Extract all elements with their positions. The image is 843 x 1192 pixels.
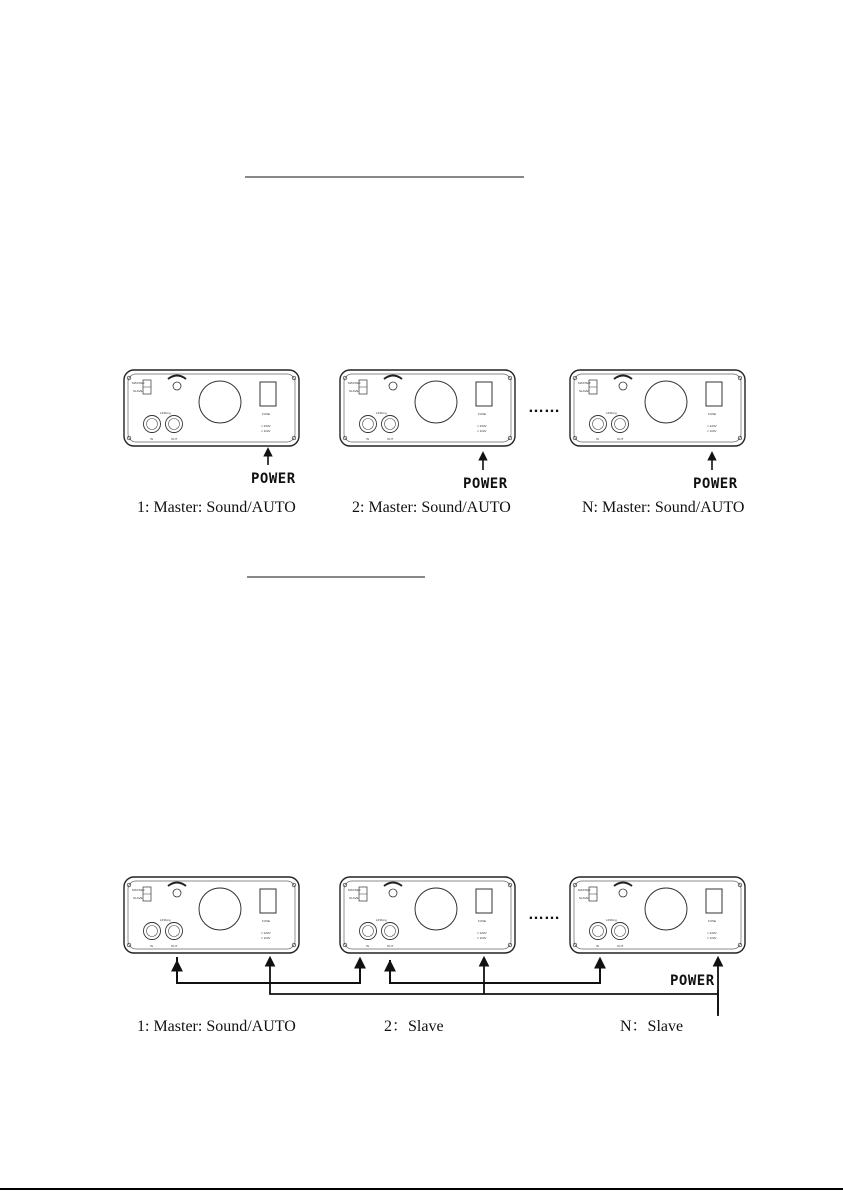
- power-label: POWER: [693, 476, 738, 492]
- caption-fixture-n: N: Master: Sound/AUTO: [582, 499, 745, 516]
- power-label: POWER: [463, 476, 508, 492]
- caption-fixture-2: 2: Master: Sound/AUTO: [352, 499, 511, 516]
- fixture-panel-n: [570, 370, 745, 446]
- fixture-panel-2: [340, 370, 515, 446]
- power-label: POWER: [251, 471, 296, 487]
- ellipsis: ……: [528, 399, 560, 416]
- ellipsis: ……: [528, 906, 560, 923]
- caption-fixture-1: 1: Master: Sound/AUTO: [137, 499, 296, 516]
- fixture-panel-2: [340, 877, 515, 953]
- connection-diagram: MASTER SLAVE LINKing IN OUT FUSE □ 220V □ 110V …… POWER POWER POWER 1: Master: Sound/AUTO 2: Master: Sound/AUTO N: Master: Sound/AUTO …… POWER 1: Master: Sound/AUTO 2：Slave N：Slave: [8, 11, 745, 1035]
- diagram-master-slave: [124, 877, 745, 1035]
- caption-fixture-2: 2：Slave: [384, 1018, 444, 1035]
- link-cable-1-2: [177, 957, 360, 983]
- caption-fixture-n: N：Slave: [620, 1018, 684, 1035]
- power-label: POWER: [670, 973, 715, 989]
- diagram-standalone: [124, 370, 745, 516]
- power-cable: [270, 958, 718, 1014]
- fixture-panel-1: [124, 877, 299, 953]
- caption-fixture-1: 1: Master: Sound/AUTO: [137, 1018, 296, 1035]
- fixture-panel-n: [570, 877, 745, 953]
- page-bottom-rule: [0, 1188, 843, 1190]
- link-cable-2-n: [390, 959, 600, 983]
- fixture-panel-1: [124, 370, 299, 446]
